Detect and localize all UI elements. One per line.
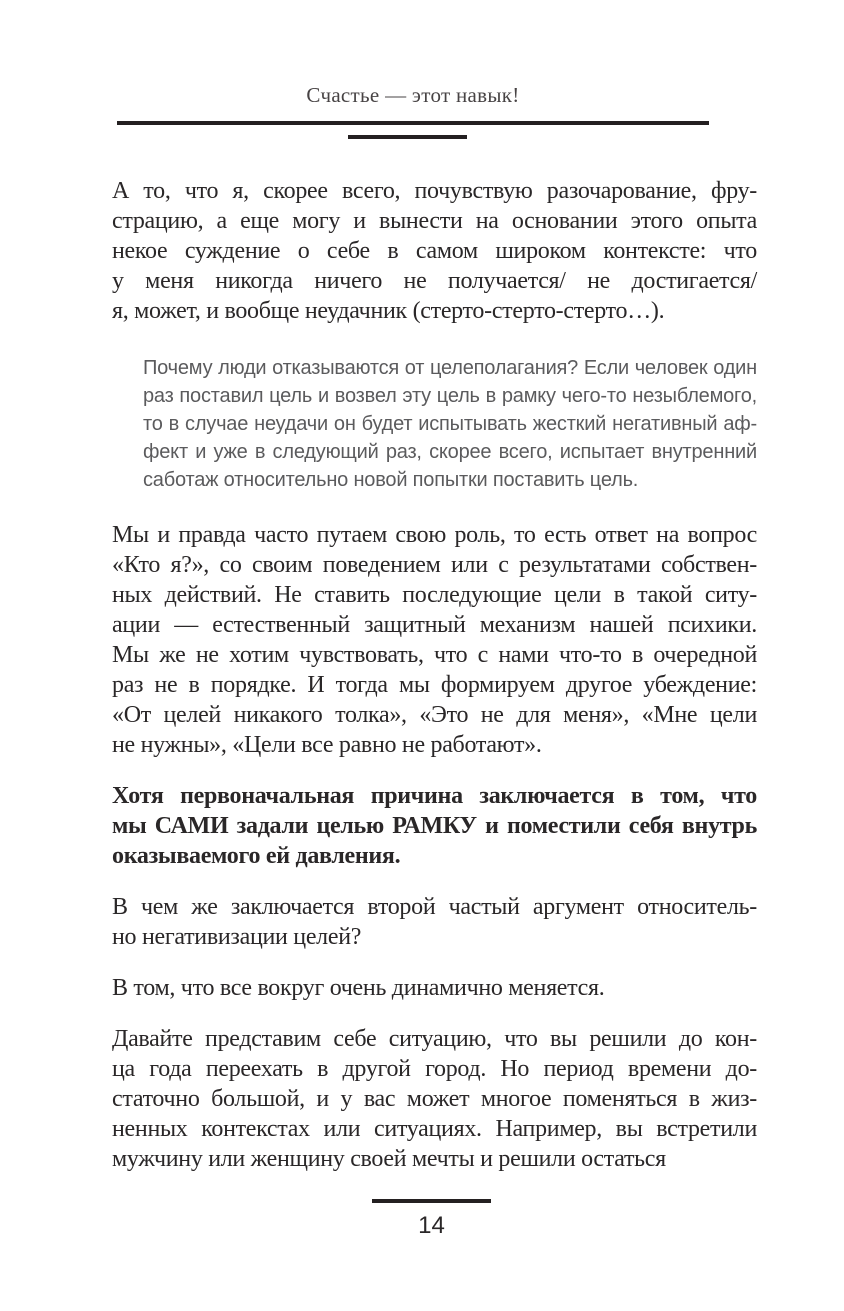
text-line: раз не в порядке. И тогда мы формируем другое убеждение: xyxy=(112,672,757,698)
text-line: ца года переехать в другой город. Но период времени до- xyxy=(112,1056,757,1082)
text-line: саботаж относительно новой попытки поставить цель. xyxy=(143,469,639,491)
text-line: мы САМИ задали целью РАМКУ и поместили себя внутрь xyxy=(112,813,757,839)
text-line: «Кто я?», со своим поведением или с результатами собствен- xyxy=(112,552,757,578)
text-line: раз поставил цель и возвел эту цель в рамку чего-то незыблемого, xyxy=(143,385,757,407)
running-header-title: Счастье — этот навык! xyxy=(306,83,520,107)
footer-rule xyxy=(372,1199,491,1203)
text-line: В том, что все вокруг очень динамично меняется. xyxy=(112,975,605,1001)
footer xyxy=(372,1199,491,1240)
text-line: ненных контекстах или ситуациях. Например, вы встретили xyxy=(112,1116,757,1142)
text-line: то в случае неудачи он будет испытывать жесткий негативный аф- xyxy=(143,413,757,435)
text-line: Хотя первоначальная причина заключается в том, что xyxy=(112,783,757,809)
header-rule xyxy=(117,121,709,125)
text-line: Мы и правда часто путаем свою роль, то есть ответ на вопрос xyxy=(112,522,757,548)
text-line: Мы же не хотим чувствовать, что с нами что-то в очередной xyxy=(112,642,757,668)
text-line: оказываемого ей давления. xyxy=(112,843,401,869)
quote-paragraph xyxy=(143,354,757,494)
header-subrule xyxy=(348,135,467,139)
text-line: А то, что я, скорее всего, почувствую разочарование, фру- xyxy=(112,178,757,204)
text-line: ации — естественный защитный механизм нашей психики. xyxy=(112,612,757,638)
text-line: но негативизации целей? xyxy=(112,924,362,950)
paragraph xyxy=(112,520,757,760)
text-line: Давайте представим себе ситуацию, что вы решили до кон- xyxy=(112,1026,757,1052)
text-line: я, может, и вообще неудачник (стерто-стерто-стерто…). xyxy=(112,298,665,324)
text-line: Почему люди отказываются от целеполагания? Если человек один xyxy=(143,357,757,379)
text-line: фект и уже в следующий раз, скорее всего, испытает внутренний xyxy=(143,441,757,463)
paragraph xyxy=(112,176,757,326)
text-line: статочно большой, и у вас может многое поменяться в жиз- xyxy=(112,1086,757,1112)
paragraph xyxy=(112,781,757,871)
text-line: мужчину или женщину своей мечты и решили остаться xyxy=(112,1146,666,1172)
text-line: не нужны», «Цели все равно не работают». xyxy=(112,732,542,758)
paragraph xyxy=(112,1024,757,1174)
paragraph xyxy=(112,892,757,952)
text-line: ных действий. Не ставить последующие цели в такой ситу- xyxy=(112,582,757,608)
page-number: 14 xyxy=(418,1212,445,1239)
text-block xyxy=(112,176,757,1174)
text-line: «От целей никакого толка», «Это не для меня», «Мне цели xyxy=(112,702,757,728)
text-line: некое суждение о себе в самом широком контексте: что xyxy=(112,238,757,264)
text-line: В чем же заключается второй частый аргумент относитель- xyxy=(112,894,757,920)
text-line: страцию, а еще могу и вынести на основании этого опыта xyxy=(112,208,757,234)
paragraph xyxy=(112,973,757,1003)
text-line: у меня никогда ничего не получается/ не достигается/ xyxy=(112,268,757,294)
